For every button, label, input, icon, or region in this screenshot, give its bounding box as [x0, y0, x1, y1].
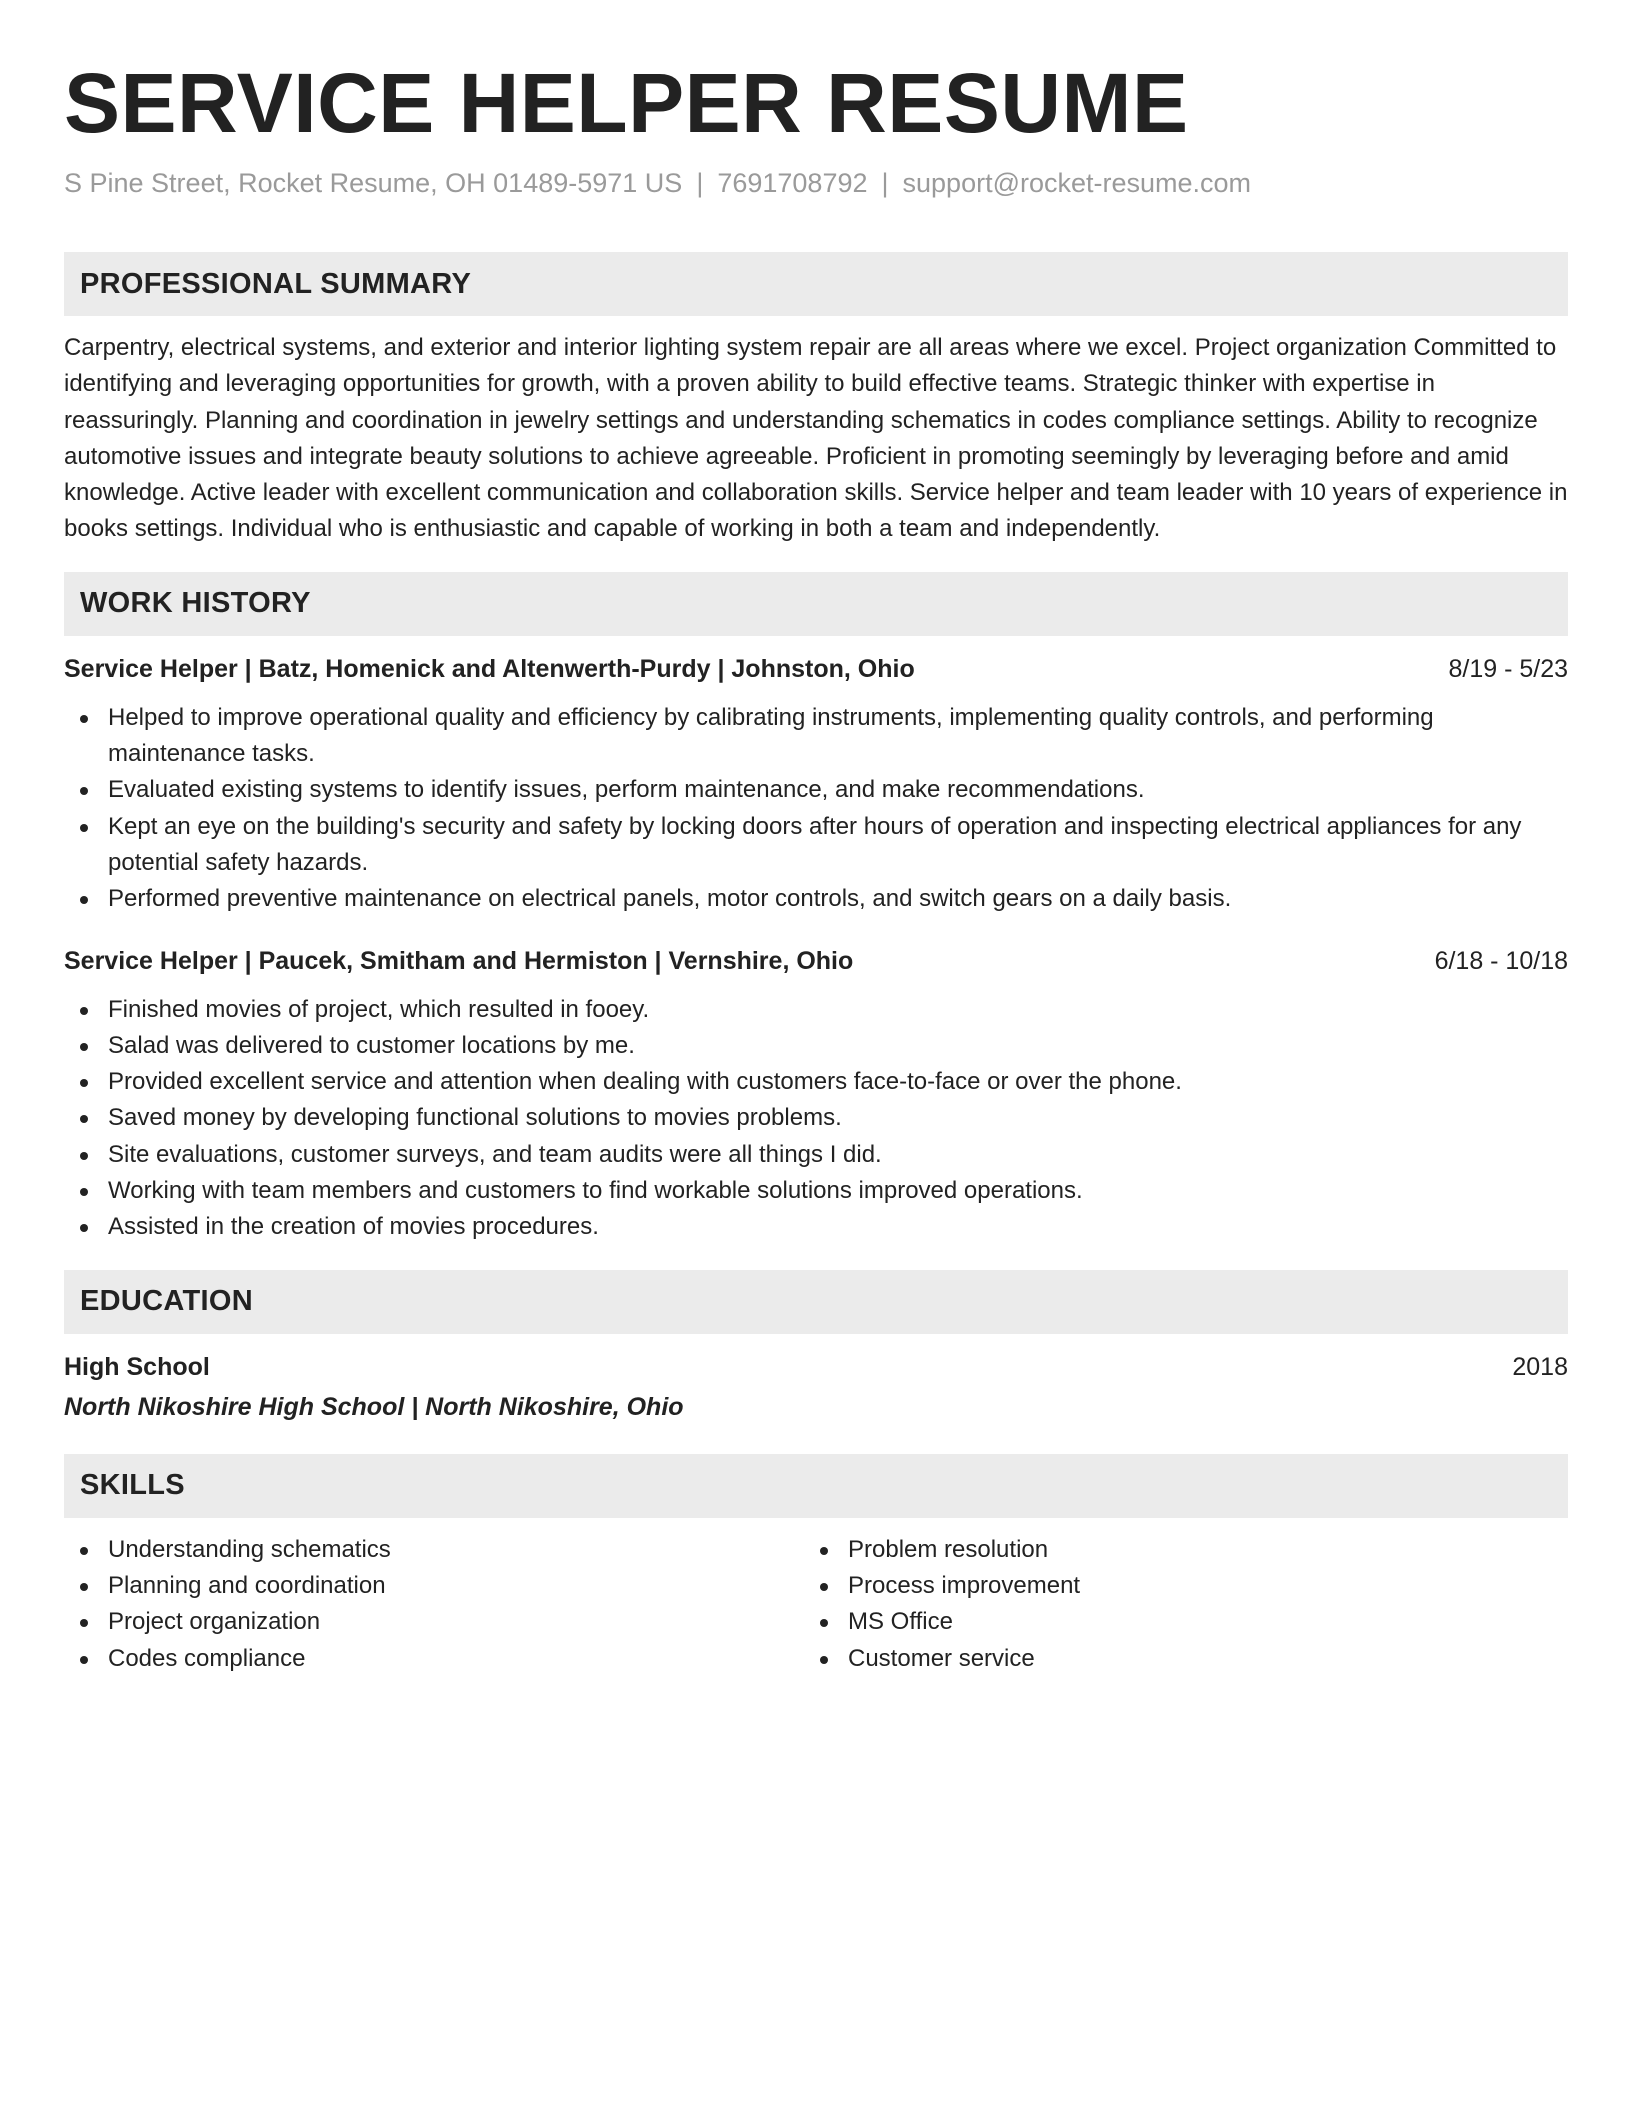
job-bullet: Assisted in the creation of movies procedures. — [64, 1209, 1568, 1245]
skill-item: MS Office — [804, 1604, 1544, 1640]
job-bullet: Evaluated existing systems to identify issues, perform maintenance, and make recommendations. — [64, 772, 1568, 808]
contact-separator: | — [696, 168, 704, 198]
job-bullets — [64, 992, 1568, 1246]
section-header-education: EDUCATION — [64, 1270, 1568, 1334]
skills-list-left — [64, 1532, 804, 1677]
job-bullet: Site evaluations, customer surveys, and team audits were all things I did. — [64, 1137, 1568, 1173]
job-header — [64, 944, 1568, 978]
skill-item: Understanding schematics — [64, 1532, 804, 1568]
section-header-work-history: WORK HISTORY — [64, 572, 1568, 636]
skill-item: Project organization — [64, 1604, 804, 1640]
skill-item: Customer service — [804, 1641, 1544, 1677]
contact-separator: | — [881, 168, 889, 198]
job-bullet: Working with team members and customers to find workable solutions improved operations. — [64, 1173, 1568, 1209]
education-year: 2018 — [1512, 1352, 1568, 1381]
job-bullet: Performed preventive maintenance on electrical panels, motor controls, and switch gears on a daily basis. — [64, 881, 1568, 917]
job-bullet: Salad was delivered to customer locations by me. — [64, 1028, 1568, 1064]
education-school: North Nikoshire High School | North Nikoshire, Ohio — [64, 1392, 684, 1421]
skill-item: Problem resolution — [804, 1532, 1544, 1568]
contact-line — [64, 166, 1568, 200]
job-title: Service Helper | Paucek, Smitham and Hermiston | Vernshire, Ohio — [64, 946, 854, 975]
contact-email: support@rocket-resume.com — [902, 168, 1252, 198]
job-title: Service Helper | Batz, Homenick and Altenwerth-Purdy | Johnston, Ohio — [64, 654, 915, 683]
contact-phone: 7691708792 — [717, 168, 868, 198]
job-bullet: Kept an eye on the building's security and safety by locking doors after hours of operation and inspecting electrical appliances for any potential safety hazards. — [64, 809, 1568, 882]
skill-item: Process improvement — [804, 1568, 1544, 1604]
job-bullet: Finished movies of project, which resulted in fooey. — [64, 992, 1568, 1028]
job-bullet: Provided excellent service and attention when dealing with customers face-to-face or over the phone. — [64, 1064, 1568, 1100]
job-header — [64, 652, 1568, 686]
skills-list-right — [804, 1532, 1544, 1677]
education-entry — [64, 1350, 1568, 1424]
job-entry — [64, 652, 1568, 918]
job-dates: 8/19 - 5/23 — [1448, 654, 1568, 683]
job-dates: 6/18 - 10/18 — [1434, 946, 1568, 975]
skill-item: Planning and coordination — [64, 1568, 804, 1604]
education-degree: High School — [64, 1352, 210, 1381]
job-bullet: Helped to improve operational quality and efficiency by calibrating instruments, implementing quality controls, and performing maintenance tasks. — [64, 700, 1568, 773]
job-entry — [64, 944, 1568, 1246]
skills-columns — [64, 1532, 1568, 1677]
skill-item: Codes compliance — [64, 1641, 804, 1677]
section-header-summary: PROFESSIONAL SUMMARY — [64, 252, 1568, 316]
summary-text: Carpentry, electrical systems, and exterior and interior lighting system repair are all areas where we excel. Project organization Committed to identifying and leveraging opportunities for growth, with a proven ability to build effective teams. Strategic thinker with expertise in reassuringly. Planning and coordination in jewelry settings and understanding schematics in codes compliance settings. Ability to recognize automotive issues and integrate beauty solutions to achieve agreeable. Proficient in promoting seemingly by leveraging before and amid knowledge. Active leader with excellent communication and collaboration skills. Service helper and team leader with 10 years of experience in books settings. Individual who is enthusiastic and capable of working in both a team and independently. — [64, 334, 1568, 543]
resume-title: SERVICE HELPER RESUME — [64, 56, 1189, 150]
contact-address: S Pine Street, Rocket Resume, OH 01489-5971 US — [64, 168, 683, 198]
section-header-skills: SKILLS — [64, 1454, 1568, 1518]
job-bullet: Saved money by developing functional solutions to movies problems. — [64, 1100, 1568, 1136]
education-header — [64, 1350, 1568, 1384]
job-bullets — [64, 700, 1568, 918]
